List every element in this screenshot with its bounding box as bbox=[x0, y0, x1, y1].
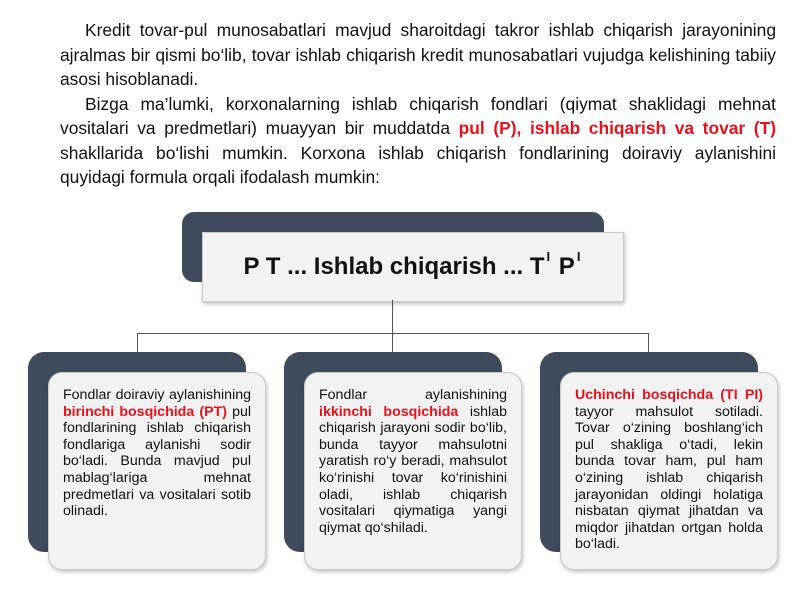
intro-text bbox=[60, 18, 776, 190]
intro-paragraph-2-end: shakllarida bo‘lishi mumkin. Korxona ishlab chiqarish fondlarining doiraviy aylanishini quyidagi formula orqali ifodalash mumkin: bbox=[60, 142, 776, 187]
intro-paragraph-2 bbox=[60, 92, 776, 190]
stage-1-highlight: birinchi bosqichida (PT) bbox=[63, 403, 227, 420]
stage-1-text-end: pul fondlarining ishlab chiqarish fondlariga aylanishi sodir bo‘ladi. Bunda mavjud pul mablag‘lariga mehnat predmetlari va vositalari sotib olinadi. bbox=[63, 403, 252, 520]
stage-3-text-end: tayyor mahsulot sotiladi. Tovar o‘zining boshlang‘ich pul shakliga o‘tadi, lekin bunda tovar ham, pul ham o‘zining ishlab chiqarish jarayonidan oldingi holatiga nisbatan qiymat jihatdan va miqdor jihatdan ortgan holda bo‘ladi. bbox=[575, 403, 763, 553]
formula-p-prime: I bbox=[576, 249, 581, 264]
stage-1-text-start: Fondlar doiraviy aylanishining bbox=[63, 387, 251, 403]
stage-3-highlight: Uchinchi bosqichda (TI PI) bbox=[575, 387, 763, 403]
formula-t-prime: I bbox=[546, 249, 551, 264]
connector-middle bbox=[392, 333, 393, 353]
formula-main: P T ... Ishlab chiqarish ... T bbox=[243, 253, 545, 280]
formula-text bbox=[243, 249, 583, 281]
connector-right bbox=[648, 333, 649, 353]
stage-3-card bbox=[560, 372, 778, 570]
stage-2-text-end: ishlab chiqarish jarayoni sodir bo‘lib, bunda tayyor mahsulotni yaratish ro‘y beradi, mahsulot ko‘rinishi tovar ko‘rinishini oladi, ishlab chiqarish vositalari qiymatiga yangi qiymat qo‘shiladi. bbox=[319, 403, 507, 536]
connector-stem bbox=[392, 300, 393, 333]
stage-2-text-start: Fondlar aylanishining bbox=[319, 387, 507, 403]
connector-left bbox=[137, 333, 138, 353]
stage-2-highlight: ikkinchi bosqichida bbox=[319, 403, 459, 420]
intro-paragraph-2-start: Bizga ma’lumki, korxonalarning ishlab chiqarish fondlari (qiymat shaklidagi mehnat vositalari va predmetlari) muayyan bir muddatda bbox=[60, 93, 776, 138]
intro-highlight: pul (P), ishlab chiqarish va tovar (T) bbox=[458, 118, 776, 138]
formula-card bbox=[202, 232, 624, 302]
stage-2-card bbox=[304, 372, 522, 570]
stage-1-card bbox=[48, 372, 266, 570]
connector-bar bbox=[137, 333, 649, 334]
intro-paragraph-1: Kredit tovar-pul munosabatlari mavjud sharoitdagi takror ishlab chiqarish jarayonining ajralmas bir qismi bo‘lib, tovar ishlab chiqarish kredit munosabatlari vujudga kelishining tabiiy asosi hisoblanadi. bbox=[60, 20, 776, 89]
formula-p: P bbox=[552, 253, 575, 280]
